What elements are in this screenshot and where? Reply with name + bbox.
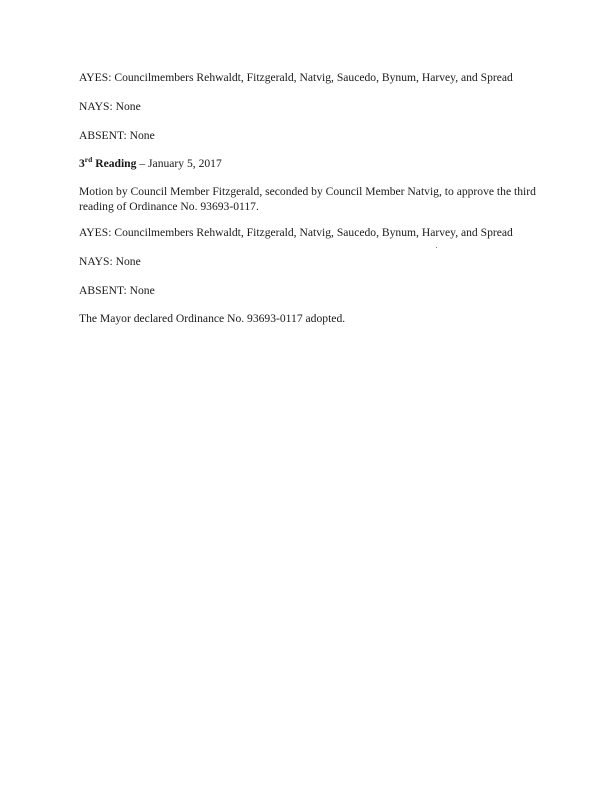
reading-ordinal-suffix: rd xyxy=(84,155,93,165)
reading-date: – January 5, 2017 xyxy=(136,157,222,170)
reading-ordinal-number: 3 xyxy=(79,157,85,170)
scan-speck xyxy=(436,247,437,248)
reading-label: Reading xyxy=(92,157,137,170)
ayes-vote-line: AYES: Councilmembers Rehwaldt, Fitzgerald, Natvig, Saucedo, Bynum, Harvey, and Spread xyxy=(79,226,513,239)
absent-vote-line: ABSENT: None xyxy=(79,129,155,142)
absent-vote-line: ABSENT: None xyxy=(79,284,155,297)
nays-vote-line: NAYS: None xyxy=(79,100,141,113)
motion-line-1: Motion by Council Member Fitzgerald, seconded by Council Member Natvig, to approve the third xyxy=(79,185,536,198)
adoption-statement: The Mayor declared Ordinance No. 93693-0117 adopted. xyxy=(79,312,346,325)
third-reading-heading xyxy=(79,157,571,171)
motion-line-2: reading of Ordinance No. 93693-0117. xyxy=(79,200,259,213)
ayes-vote-line: AYES: Councilmembers Rehwaldt, Fitzgerald, Natvig, Saucedo, Bynum, Harvey, and Spread xyxy=(79,71,513,84)
nays-vote-line: NAYS: None xyxy=(79,255,141,268)
